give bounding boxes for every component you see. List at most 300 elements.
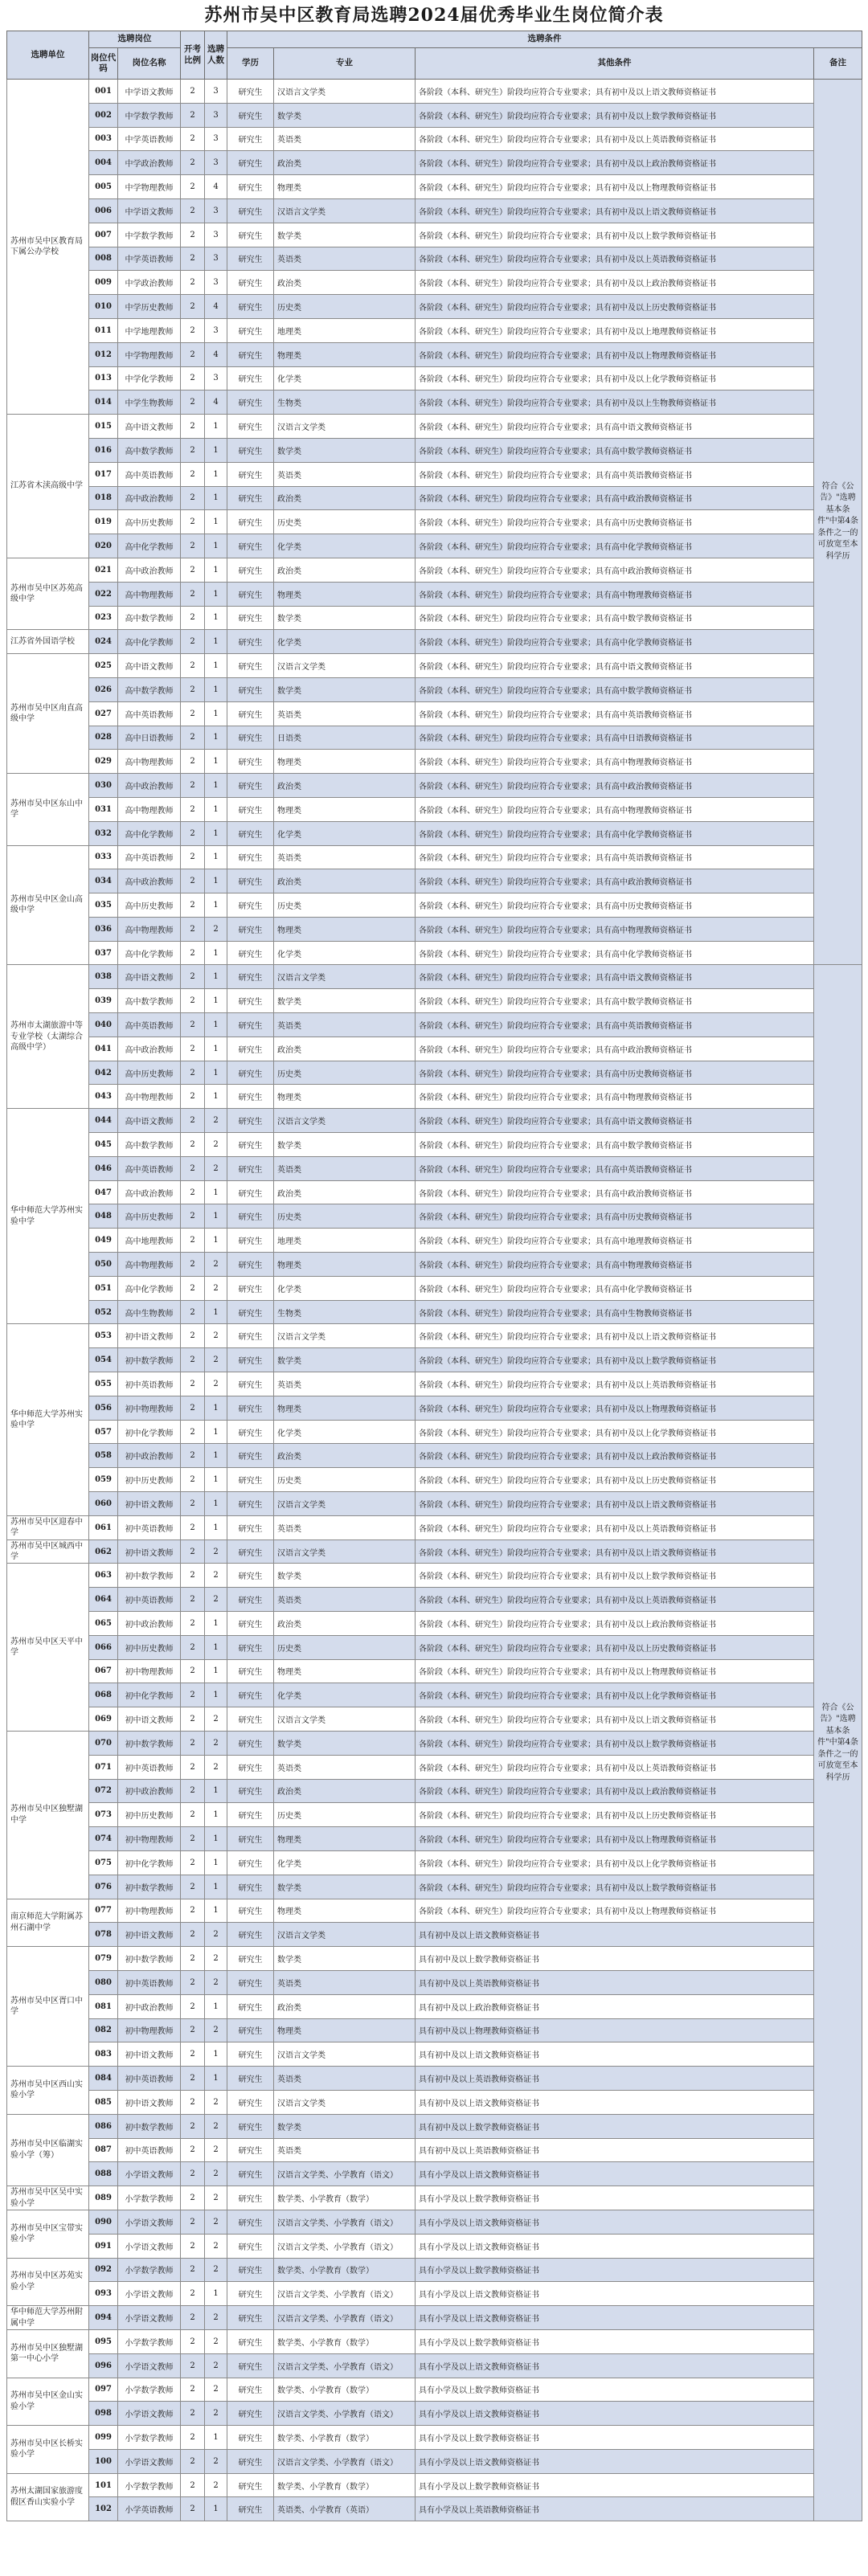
unit-cell: 苏州市吴中区长桥实验小学 [7,2426,89,2474]
unit-cell: 苏州市吴中区天平中学 [7,1564,89,1732]
code-cell: 094 [89,2306,118,2330]
ratio-cell: 2 [181,2042,205,2067]
name-cell: 初中英语教师 [118,1372,181,1396]
ratio-cell: 2 [181,127,205,151]
major-cell: 地理类 [274,318,416,342]
table-row [7,2426,862,2450]
code-cell: 015 [89,415,118,439]
condition-cell: 各阶段（本科、研究生）阶段均应符合专业要求；具有初中及以上生物教师资格证书 [416,390,814,415]
unit-cell: 苏州市吴中区胥口中学 [7,1947,89,2067]
unit-cell: 苏州市吴中区教育局下属公办学校 [7,80,89,415]
table-row [7,1707,862,1732]
major-cell: 政治类 [274,774,416,798]
code-cell: 054 [89,1348,118,1372]
name-cell: 小学数学教师 [118,2426,181,2450]
major-cell: 汉语言文学类 [274,2042,416,2067]
education-cell: 研究生 [227,247,274,271]
ratio-cell: 2 [181,1229,205,1253]
condition-cell: 各阶段（本科、研究生）阶段均应符合专业要求；具有初中及以上语文教师资格证书 [416,198,814,223]
code-cell: 096 [89,2353,118,2378]
count-cell: 1 [205,415,227,439]
table-row [7,1109,862,1133]
education-cell: 研究生 [227,2473,274,2497]
condition-cell: 具有初中及以上英语教师资格证书 [416,2138,814,2162]
code-cell: 084 [89,2067,118,2091]
major-cell: 历史类 [274,893,416,918]
major-cell: 数学类 [274,677,416,701]
name-cell: 初中数学教师 [118,2114,181,2138]
count-cell: 1 [205,1875,227,1899]
condition-cell: 各阶段（本科、研究生）阶段均应符合专业要求；具有初中及以上政治教师资格证书 [416,1779,814,1803]
education-cell: 研究生 [227,1348,274,1372]
table-row [7,1133,862,1157]
education-cell: 研究生 [227,893,274,918]
ratio-cell: 2 [181,1635,205,1659]
major-cell: 英语类 [274,2138,416,2162]
education-cell: 研究生 [227,534,274,558]
count-cell: 2 [205,2018,227,2042]
education-cell: 研究生 [227,318,274,342]
table-row [7,677,862,701]
education-cell: 研究生 [227,2234,274,2258]
major-cell: 化学类 [274,534,416,558]
condition-cell: 各阶段（本科、研究生）阶段均应符合专业要求；具有高中语文教师资格证书 [416,415,814,439]
code-cell: 065 [89,1612,118,1636]
education-cell: 研究生 [227,654,274,678]
ratio-cell: 2 [181,1564,205,1588]
education-cell: 研究生 [227,1612,274,1636]
education-cell: 研究生 [227,2042,274,2067]
condition-cell: 具有初中及以上语文教师资格证书 [416,2042,814,2067]
table-row [7,750,862,774]
table-row [7,1899,862,1923]
name-cell: 中学历史教师 [118,295,181,319]
education-cell: 研究生 [227,630,274,654]
condition-cell: 具有小学及以上数学教师资格证书 [416,2378,814,2402]
condition-cell: 各阶段（本科、研究生）阶段均应符合专业要求；具有高中化学教师资格证书 [416,630,814,654]
header-row-2 [7,48,862,80]
education-cell: 研究生 [227,1468,274,1492]
unit-cell: 苏州市吴中区吴中实验小学 [7,2186,89,2210]
code-cell: 021 [89,558,118,582]
education-cell: 研究生 [227,1396,274,1420]
education-cell: 研究生 [227,1635,274,1659]
education-cell: 研究生 [227,1492,274,1516]
table-row [7,1468,862,1492]
condition-cell: 具有小学及以上数学教师资格证书 [416,2426,814,2450]
name-cell: 小学语文教师 [118,2449,181,2473]
table-row [7,1635,862,1659]
unit-cell: 江苏省外国语学校 [7,630,89,654]
education-cell: 研究生 [227,1109,274,1133]
table-row [7,127,862,151]
ratio-cell: 2 [181,2114,205,2138]
table-row [7,1731,862,1755]
education-cell: 研究生 [227,2402,274,2426]
code-cell: 027 [89,701,118,726]
condition-cell: 具有初中及以上语文教师资格证书 [416,1923,814,1947]
code-cell: 061 [89,1515,118,1539]
education-cell: 研究生 [227,2090,274,2114]
major-cell: 汉语言文学类 [274,1707,416,1732]
table-row [7,774,862,798]
major-cell: 汉语言文学类 [274,1492,416,1516]
education-cell: 研究生 [227,1707,274,1732]
ratio-cell: 2 [181,1899,205,1923]
major-cell: 汉语言文学类、小学教育（语文） [274,2306,416,2330]
condition-cell: 具有初中及以上数学教师资格证书 [416,2114,814,2138]
remark-cell: 符合《公告》"选聘基本条件"中第4条条件之一的可放宽至本科学历 [814,965,862,2521]
ratio-cell: 2 [181,80,205,104]
code-cell: 029 [89,750,118,774]
condition-cell: 具有小学及以上数学教师资格证书 [416,2473,814,2497]
code-cell: 047 [89,1180,118,1204]
code-cell: 022 [89,582,118,606]
count-cell: 1 [205,1180,227,1204]
education-cell: 研究生 [227,1899,274,1923]
education-cell: 研究生 [227,1229,274,1253]
table-row [7,2018,862,2042]
ratio-cell: 2 [181,2449,205,2473]
major-cell: 英语类 [274,1013,416,1037]
count-cell: 1 [205,1803,227,1827]
major-cell: 政治类 [274,271,416,295]
condition-cell: 各阶段（本科、研究生）阶段均应符合专业要求；具有高中语文教师资格证书 [416,1109,814,1133]
ratio-cell: 2 [181,2067,205,2091]
table-row [7,726,862,750]
code-cell: 068 [89,1683,118,1707]
ratio-cell: 2 [181,1803,205,1827]
table-row [7,1348,862,1372]
count-cell: 1 [205,1899,227,1923]
condition-cell: 具有小学及以上语文教师资格证书 [416,2282,814,2306]
count-cell: 1 [205,701,227,726]
name-cell: 初中化学教师 [118,1420,181,1444]
code-cell: 102 [89,2497,118,2521]
count-cell: 3 [205,366,227,390]
unit-cell: 苏州市吴中区独墅湖中学 [7,1731,89,1899]
code-cell: 076 [89,1875,118,1899]
code-cell: 049 [89,1229,118,1253]
education-cell: 研究生 [227,462,274,486]
major-cell: 历史类 [274,510,416,534]
major-cell: 化学类 [274,1276,416,1300]
major-cell: 政治类 [274,558,416,582]
ratio-cell: 2 [181,845,205,869]
name-cell: 初中语文教师 [118,2042,181,2067]
major-cell: 物理类 [274,1396,416,1420]
header-exam-ratio: 开考比例 [181,31,205,80]
ratio-cell: 2 [181,1947,205,1971]
code-cell: 040 [89,1013,118,1037]
major-cell: 英语类 [274,247,416,271]
major-cell: 英语类 [274,1588,416,1612]
ratio-cell: 2 [181,1875,205,1899]
condition-cell: 具有初中及以上政治教师资格证书 [416,1994,814,2018]
education-cell: 研究生 [227,1827,274,1851]
condition-cell: 具有初中及以上语文教师资格证书 [416,2090,814,2114]
table-row [7,223,862,247]
header-major: 专业 [274,48,416,80]
code-cell: 069 [89,1707,118,1732]
code-cell: 039 [89,989,118,1013]
count-cell: 2 [205,2449,227,2473]
count-cell: 2 [205,2162,227,2186]
major-cell: 历史类 [274,1468,416,1492]
major-cell: 汉语言文学类、小学教育（语文） [274,2449,416,2473]
education-cell: 研究生 [227,151,274,175]
major-cell: 数学类、小学教育（数学） [274,2329,416,2353]
code-cell: 020 [89,534,118,558]
table-row [7,821,862,845]
code-cell: 082 [89,2018,118,2042]
ratio-cell: 2 [181,821,205,845]
code-cell: 016 [89,438,118,462]
table-row [7,654,862,678]
education-cell: 研究生 [227,606,274,630]
table-row [7,2234,862,2258]
ratio-cell: 2 [181,582,205,606]
condition-cell: 各阶段（本科、研究生）阶段均应符合专业要求；具有初中及以上数学教师资格证书 [416,1731,814,1755]
education-cell: 研究生 [227,390,274,415]
condition-cell: 具有初中及以上数学教师资格证书 [416,1947,814,1971]
condition-cell: 各阶段（本科、研究生）阶段均应符合专业要求；具有初中及以上政治教师资格证书 [416,1612,814,1636]
code-cell: 080 [89,1970,118,1994]
count-cell: 1 [205,1850,227,1875]
table-row [7,1204,862,1229]
name-cell: 初中政治教师 [118,1994,181,2018]
education-cell: 研究生 [227,366,274,390]
count-cell: 1 [205,1061,227,1085]
table-row [7,2282,862,2306]
name-cell: 高中物理教师 [118,917,181,941]
condition-cell: 各阶段（本科、研究生）阶段均应符合专业要求；具有高中数学教师资格证书 [416,606,814,630]
ratio-cell: 2 [181,2329,205,2353]
name-cell: 初中数学教师 [118,1875,181,1899]
code-cell: 100 [89,2449,118,2473]
code-cell: 004 [89,151,118,175]
major-cell: 数学类 [274,1947,416,1971]
major-cell: 数学类、小学教育（数学） [274,2426,416,2450]
count-cell: 1 [205,1492,227,1516]
unit-cell: 苏州市吴中区宝带实验小学 [7,2210,89,2258]
education-cell: 研究生 [227,1515,274,1539]
major-cell: 物理类 [274,1659,416,1683]
ratio-cell: 2 [181,1420,205,1444]
table-row [7,845,862,869]
education-cell: 研究生 [227,1253,274,1277]
ratio-cell: 2 [181,1061,205,1085]
code-cell: 050 [89,1253,118,1277]
table-row [7,2258,862,2282]
table-row [7,1850,862,1875]
education-cell: 研究生 [227,989,274,1013]
education-cell: 研究生 [227,1779,274,1803]
ratio-cell: 2 [181,462,205,486]
major-cell: 历史类 [274,1061,416,1085]
name-cell: 高中数学教师 [118,606,181,630]
major-cell: 地理类 [274,1229,416,1253]
education-cell: 研究生 [227,1420,274,1444]
count-cell: 2 [205,2186,227,2210]
count-cell: 1 [205,1827,227,1851]
education-cell: 研究生 [227,2449,274,2473]
unit-cell: 苏州市吴中区甪直高级中学 [7,654,89,774]
education-cell: 研究生 [227,1755,274,1779]
name-cell: 高中化学教师 [118,534,181,558]
major-cell: 物理类 [274,1085,416,1109]
education-cell: 研究生 [227,1683,274,1707]
name-cell: 初中数学教师 [118,1348,181,1372]
table-row [7,1324,862,1348]
count-cell: 2 [205,2258,227,2282]
major-cell: 物理类 [274,342,416,366]
table-row [7,989,862,1013]
major-cell: 英语类 [274,127,416,151]
ratio-cell: 2 [181,103,205,127]
name-cell: 高中政治教师 [118,1180,181,1204]
count-cell: 2 [205,2210,227,2234]
name-cell: 小学语文教师 [118,2306,181,2330]
name-cell: 高中政治教师 [118,486,181,510]
education-cell: 研究生 [227,941,274,965]
major-cell: 物理类 [274,797,416,821]
table-row [7,2329,862,2353]
ratio-cell: 2 [181,1444,205,1468]
education-cell: 研究生 [227,1372,274,1396]
name-cell: 中学物理教师 [118,342,181,366]
ratio-cell: 2 [181,606,205,630]
count-cell: 1 [205,654,227,678]
condition-cell: 各阶段（本科、研究生）阶段均应符合专业要求；具有初中及以上英语教师资格证书 [416,1372,814,1396]
condition-cell: 各阶段（本科、研究生）阶段均应符合专业要求；具有初中及以上地理教师资格证书 [416,318,814,342]
unit-cell: 苏州市吴中区金山高级中学 [7,845,89,965]
count-cell: 2 [205,1707,227,1732]
table-row [7,390,862,415]
condition-cell: 各阶段（本科、研究生）阶段均应符合专业要求；具有高中政治教师资格证书 [416,558,814,582]
table-row [7,1180,862,1204]
name-cell: 小学语文教师 [118,2353,181,2378]
education-cell: 研究生 [227,1564,274,1588]
ratio-cell: 2 [181,1133,205,1157]
count-cell: 4 [205,175,227,199]
unit-cell: 苏州市吴中区西山实验小学 [7,2067,89,2115]
name-cell: 初中政治教师 [118,1444,181,1468]
name-cell: 中学物理教师 [118,175,181,199]
table-row [7,2114,862,2138]
name-cell: 小学语文教师 [118,2210,181,2234]
major-cell: 英语类 [274,1755,416,1779]
condition-cell: 具有初中及以上物理教师资格证书 [416,2018,814,2042]
positions-table [6,31,862,2521]
education-cell: 研究生 [227,1013,274,1037]
condition-cell: 各阶段（本科、研究生）阶段均应符合专业要求；具有初中及以上英语教师资格证书 [416,1515,814,1539]
ratio-cell: 2 [181,534,205,558]
education-cell: 研究生 [227,750,274,774]
name-cell: 高中语文教师 [118,1109,181,1133]
major-cell: 化学类 [274,1420,416,1444]
count-cell: 1 [205,869,227,893]
table-row [7,318,862,342]
code-cell: 085 [89,2090,118,2114]
code-cell: 011 [89,318,118,342]
name-cell: 初中语文教师 [118,1923,181,1947]
condition-cell: 具有小学及以上英语教师资格证书 [416,2497,814,2521]
count-cell: 2 [205,1970,227,1994]
major-cell: 汉语言文学类、小学教育（语文） [274,2210,416,2234]
major-cell: 政治类 [274,1444,416,1468]
ratio-cell: 2 [181,1850,205,1875]
table-row [7,1420,862,1444]
code-cell: 024 [89,630,118,654]
major-cell: 化学类 [274,1850,416,1875]
table-row [7,2090,862,2114]
condition-cell: 各阶段（本科、研究生）阶段均应符合专业要求；具有高中物理教师资格证书 [416,797,814,821]
ratio-cell: 2 [181,1970,205,1994]
header-education: 学历 [227,48,274,80]
table-row [7,2353,862,2378]
ratio-cell: 2 [181,726,205,750]
condition-cell: 各阶段（本科、研究生）阶段均应符合专业要求；具有初中及以上英语教师资格证书 [416,127,814,151]
education-cell: 研究生 [227,845,274,869]
education-cell: 研究生 [227,1659,274,1683]
ratio-cell: 2 [181,415,205,439]
count-cell: 1 [205,534,227,558]
code-cell: 077 [89,1899,118,1923]
count-cell: 1 [205,1204,227,1229]
name-cell: 中学政治教师 [118,271,181,295]
code-cell: 056 [89,1396,118,1420]
education-cell: 研究生 [227,1947,274,1971]
education-cell: 研究生 [227,1875,274,1899]
ratio-cell: 2 [181,1109,205,1133]
table-row [7,2042,862,2067]
table-row [7,1947,862,1971]
condition-cell: 各阶段（本科、研究生）阶段均应符合专业要求；具有初中及以上英语教师资格证书 [416,1755,814,1779]
code-cell: 072 [89,1779,118,1803]
count-cell: 1 [205,2282,227,2306]
table-row [7,103,862,127]
code-cell: 075 [89,1850,118,1875]
condition-cell: 具有小学及以上数学教师资格证书 [416,2329,814,2353]
name-cell: 初中物理教师 [118,1827,181,1851]
major-cell: 物理类 [274,175,416,199]
condition-cell: 各阶段（本科、研究生）阶段均应符合专业要求；具有初中及以上化学教师资格证书 [416,1683,814,1707]
header-post-group: 选聘岗位 [89,31,181,48]
education-cell: 研究生 [227,797,274,821]
name-cell: 小学数学教师 [118,2186,181,2210]
count-cell: 1 [205,1515,227,1539]
table-row [7,2306,862,2330]
unit-cell: 苏州市吴中区迎春中学 [7,1515,89,1539]
count-cell: 3 [205,247,227,271]
code-cell: 095 [89,2329,118,2353]
education-cell: 研究生 [227,1085,274,1109]
name-cell: 初中物理教师 [118,1659,181,1683]
ratio-cell: 2 [181,247,205,271]
condition-cell: 各阶段（本科、研究生）阶段均应符合专业要求；具有初中及以上历史教师资格证书 [416,1635,814,1659]
name-cell: 小学语文教师 [118,2162,181,2186]
major-cell: 数学类、小学教育（数学） [274,2378,416,2402]
table-row [7,366,862,390]
count-cell: 2 [205,1133,227,1157]
table-row [7,2473,862,2497]
education-cell: 研究生 [227,701,274,726]
count-cell: 2 [205,2353,227,2378]
name-cell: 中学化学教师 [118,366,181,390]
table-row [7,1659,862,1683]
name-cell: 初中英语教师 [118,2067,181,2091]
